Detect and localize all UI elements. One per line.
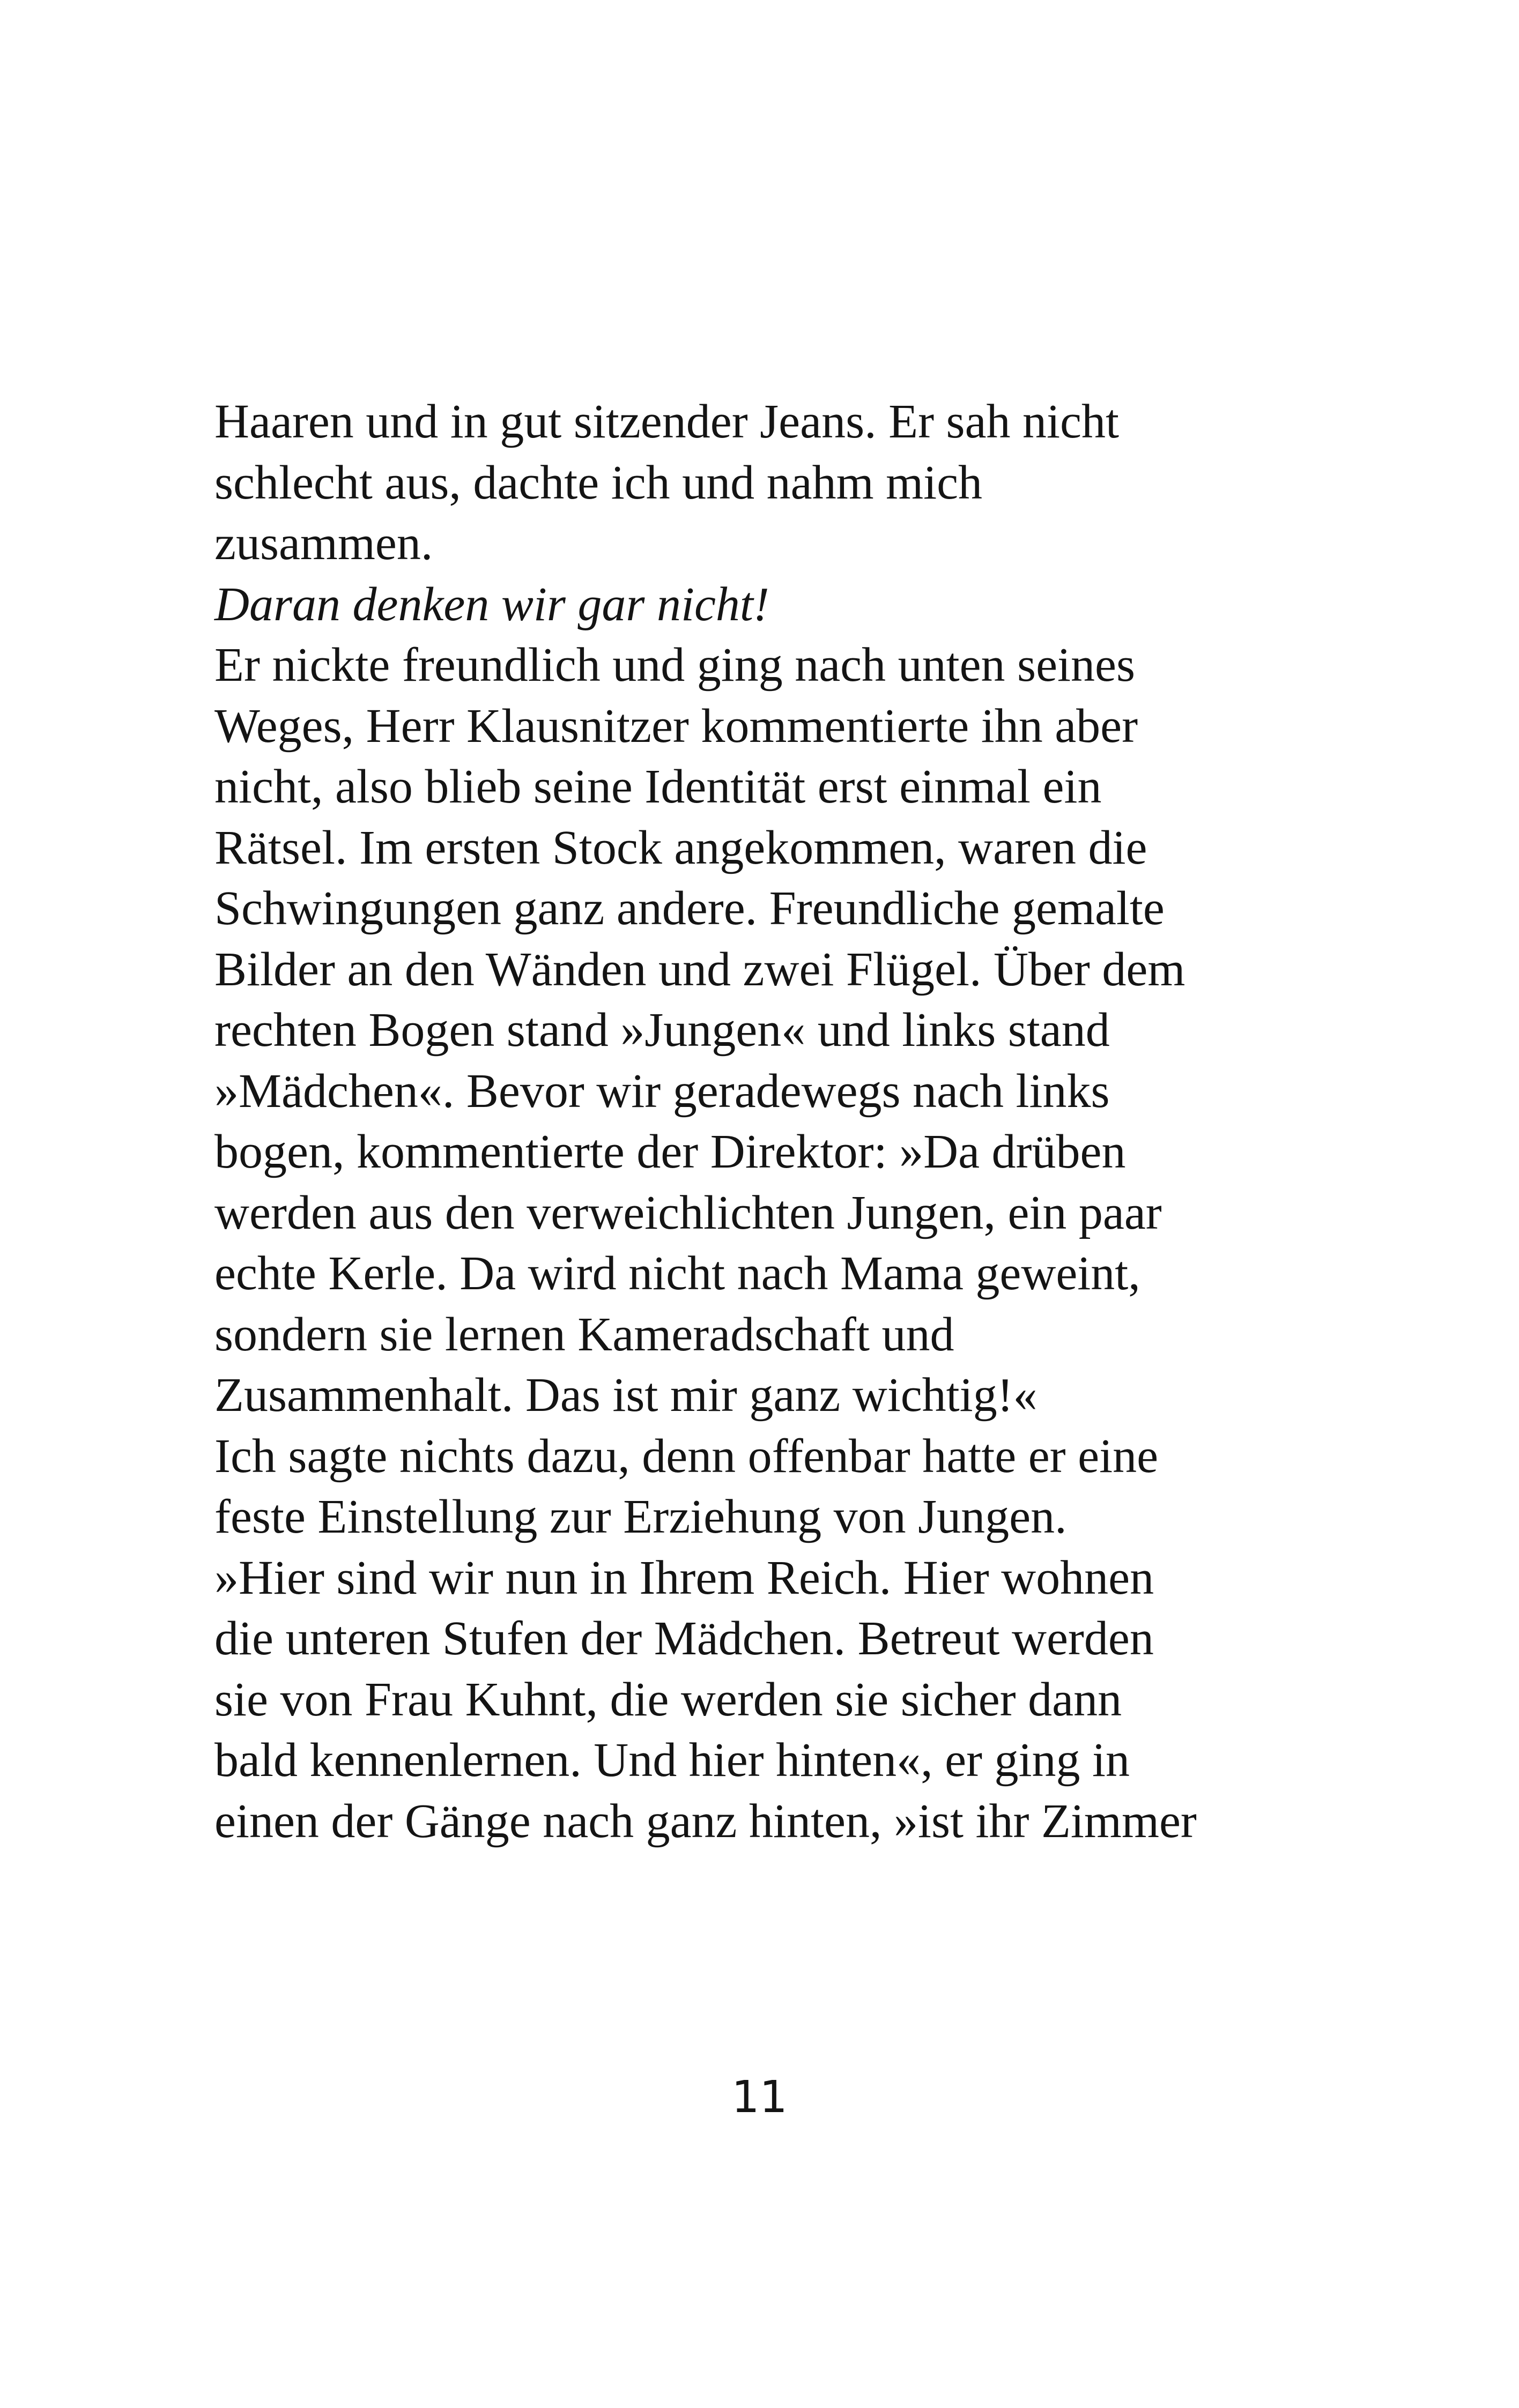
text-line: Rätsel. Im ersten Stock angekommen, waren die xyxy=(214,821,1147,874)
text-line: feste Einstellung zur Erziehung von Jungen. xyxy=(214,1490,1067,1543)
text-line: Ich sagte nichts dazu, denn offenbar hatte er eine xyxy=(214,1429,1159,1483)
text-line: »Hier sind wir nun in Ihrem Reich. Hier wohnen xyxy=(214,1551,1154,1604)
text-line: sondern sie lernen Kameradschaft und xyxy=(214,1307,954,1361)
italic-thought-line: Daran denken wir gar nicht! xyxy=(214,577,769,631)
text-line: Er nickte freundlich und ging nach unten seines xyxy=(214,638,1135,692)
text-line: Haaren und in gut sitzender Jeans. Er sah nicht xyxy=(214,395,1119,448)
page-number: 11 xyxy=(731,2072,788,2123)
text-line: die unteren Stufen der Mädchen. Betreut werden xyxy=(214,1612,1154,1665)
text-line: Bilder an den Wänden und zwei Flügel. Über dem xyxy=(214,942,1185,996)
text-line: »Mädchen«. Bevor wir geradewegs nach links xyxy=(214,1064,1110,1118)
text-line: zusammen. xyxy=(214,517,433,570)
text-line: einen der Gänge nach ganz hinten, »ist ihr Zimmer xyxy=(214,1794,1197,1848)
text-line: bald kennenlernen. Und hier hinten«, er ging in xyxy=(214,1734,1130,1787)
text-line: rechten Bogen stand »Jungen« und links stand xyxy=(214,1004,1110,1057)
text-line: werden aus den verweichlichten Jungen, ein paar xyxy=(214,1186,1162,1239)
text-line: nicht, also blieb seine Identität erst einmal ein xyxy=(214,760,1102,813)
text-line: echte Kerle. Da wird nicht nach Mama geweint, xyxy=(214,1247,1140,1300)
text-line: Schwingungen ganz andere. Freundliche gemalte xyxy=(214,882,1165,935)
text-line: Weges, Herr Klausnitzer kommentierte ihn aber xyxy=(214,699,1138,753)
body-text xyxy=(214,391,1383,1852)
text-line: schlecht aus, dachte ich und nahm mich xyxy=(214,456,983,509)
text-line: sie von Frau Kuhnt, die werden sie sicher dann xyxy=(214,1673,1122,1726)
text-line: Zusammenhalt. Das ist mir ganz wichtig!« xyxy=(214,1369,1038,1422)
text-line: bogen, kommentierte der Direktor: »Da drüben xyxy=(214,1125,1126,1178)
